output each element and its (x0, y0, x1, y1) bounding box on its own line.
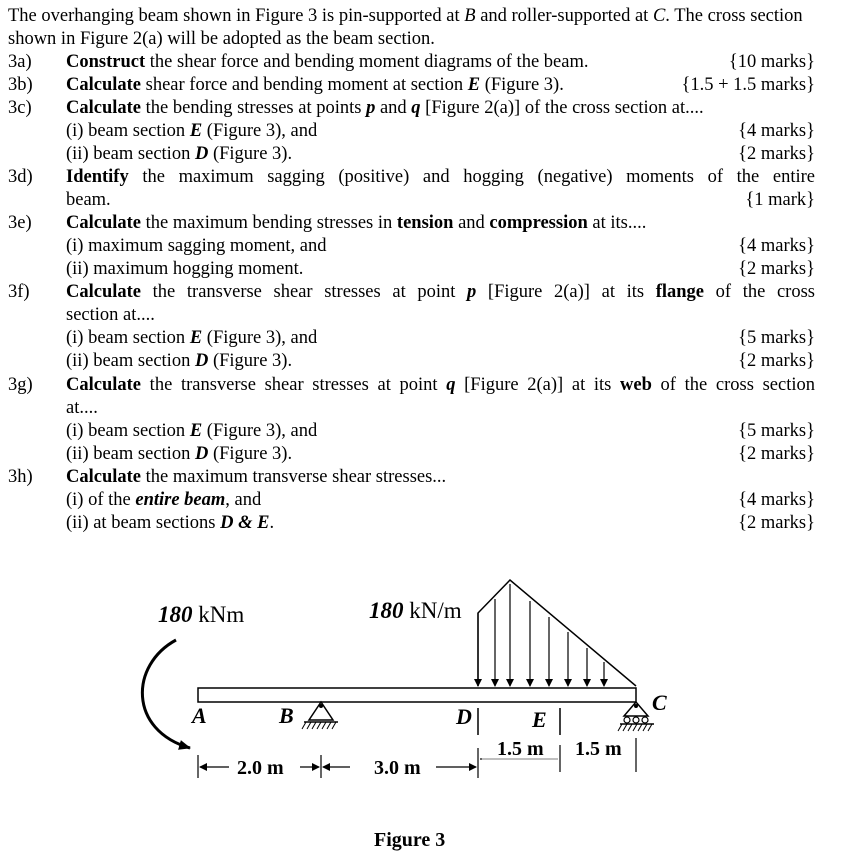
question-3b: 3b) Calculate shear force and bending moment at section E (Figure 3). {1.5 + 1.5 marks} (8, 75, 815, 95)
subpart-ii: (ii) maximum hogging moment. (66, 259, 304, 279)
question-3g: 3g) Calculate the transverse shear stresses at point q [Figure 2(a)] at its web of the cross section at.... (i) beam section E (Figure 3), and {5 marks} (ii) beam section D (Figure 3). {2 marks} (8, 375, 815, 464)
question-number: 3c) (8, 98, 32, 118)
subpart-i: (i) of the entire beam, and (66, 490, 262, 510)
subpart-ii: (ii) beam section D (Figure 3). (66, 444, 293, 464)
beam-figure (0, 560, 861, 856)
marks: {2 marks} (738, 513, 815, 533)
figure-caption: Figure 3 (374, 829, 446, 851)
question-number: 3f) (8, 282, 30, 302)
subpart-ii: (ii) beam section D (Figure 3). (66, 351, 293, 371)
moment-arrow (142, 640, 190, 748)
marks: {4 marks} (738, 236, 815, 256)
subpart-ii: (ii) beam section D (Figure 3). (66, 144, 293, 164)
triangular-distributed-load (478, 580, 636, 686)
marks: {4 marks} (738, 121, 815, 141)
marks: {5 marks} (738, 421, 815, 441)
marks: {1.5 + 1.5 marks} (681, 75, 815, 95)
marks: {1 mark} (745, 190, 815, 210)
roller-support-C (618, 702, 654, 731)
dimension-AB: 2.0 m (237, 757, 284, 779)
marks: {2 marks} (738, 351, 815, 371)
subpart-i: (i) beam section E (Figure 3), and (66, 121, 318, 141)
question-3h: 3h) Calculate the maximum transverse shear stresses... (i) of the entire beam, and {4 marks} (ii) at beam sections D & E. {2 marks} (8, 467, 815, 533)
label-C: C (652, 690, 667, 715)
beam (198, 688, 636, 702)
question-number: 3h) (8, 467, 33, 487)
dimension-BD: 3.0 m (374, 757, 421, 779)
question-number: 3e) (8, 213, 32, 233)
label-E: E (532, 707, 547, 732)
question-number: 3d) (8, 167, 33, 187)
subpart-i: (i) beam section E (Figure 3), and (66, 421, 318, 441)
label-D: D (456, 704, 472, 729)
marks: {2 marks} (738, 259, 815, 279)
question-3f: 3f) Calculate the transverse shear stresses at point p [Figure 2(a)] at its flange of the cross section at.... (i) beam section E (Figure 3), and {5 marks} (ii) beam section D (Figure 3). {2 marks} (8, 282, 815, 371)
question-3c: 3c) Calculate the bending stresses at points p and q [Figure 2(a)] of the cross section at.... (i) beam section E (Figure 3), and {4 marks} (ii) beam section D (Figure 3). {2 marks} (8, 98, 815, 164)
label-B: B (279, 703, 294, 728)
pin-support-B (302, 702, 338, 729)
question-number: 3g) (8, 375, 33, 395)
marks: {5 marks} (738, 328, 815, 348)
subpart-i: (i) maximum sagging moment, and (66, 236, 327, 256)
dimension-EC: 1.5 m (575, 738, 622, 760)
intro-paragraph: The overhanging beam shown in Figure 3 is pin-supported at B and roller-supported at C. The cross section shown in Figure 2(a) will be adopted as the beam section. (8, 6, 803, 49)
label-A: A (192, 703, 207, 728)
moment-label: 180 kNm (158, 602, 245, 627)
marks: {2 marks} (738, 144, 815, 164)
question-3d: 3d) Identify the maximum sagging (positive) and hogging (negative) moments of the entire beam. {1 mark} (8, 167, 815, 210)
question-number: 3b) (8, 75, 33, 95)
dimension-DE: 1.5 m (497, 738, 544, 760)
question-3a: 3a) Construct the shear force and bending moment diagrams of the beam. {10 marks} (8, 52, 815, 72)
subpart-i: (i) beam section E (Figure 3), and (66, 328, 318, 348)
question-number: 3a) (8, 52, 32, 72)
marks: {10 marks} (728, 52, 815, 72)
marks: {4 marks} (738, 490, 815, 510)
subpart-ii: (ii) at beam sections D & E. (66, 513, 275, 533)
marks: {2 marks} (738, 444, 815, 464)
question-3e: 3e) Calculate the maximum bending stresses in tension and compression at its.... (i) maximum sagging moment, and {4 marks} (ii) maximum hogging moment. {2 marks} (8, 213, 815, 279)
load-label: 180 kN/m (369, 598, 462, 623)
